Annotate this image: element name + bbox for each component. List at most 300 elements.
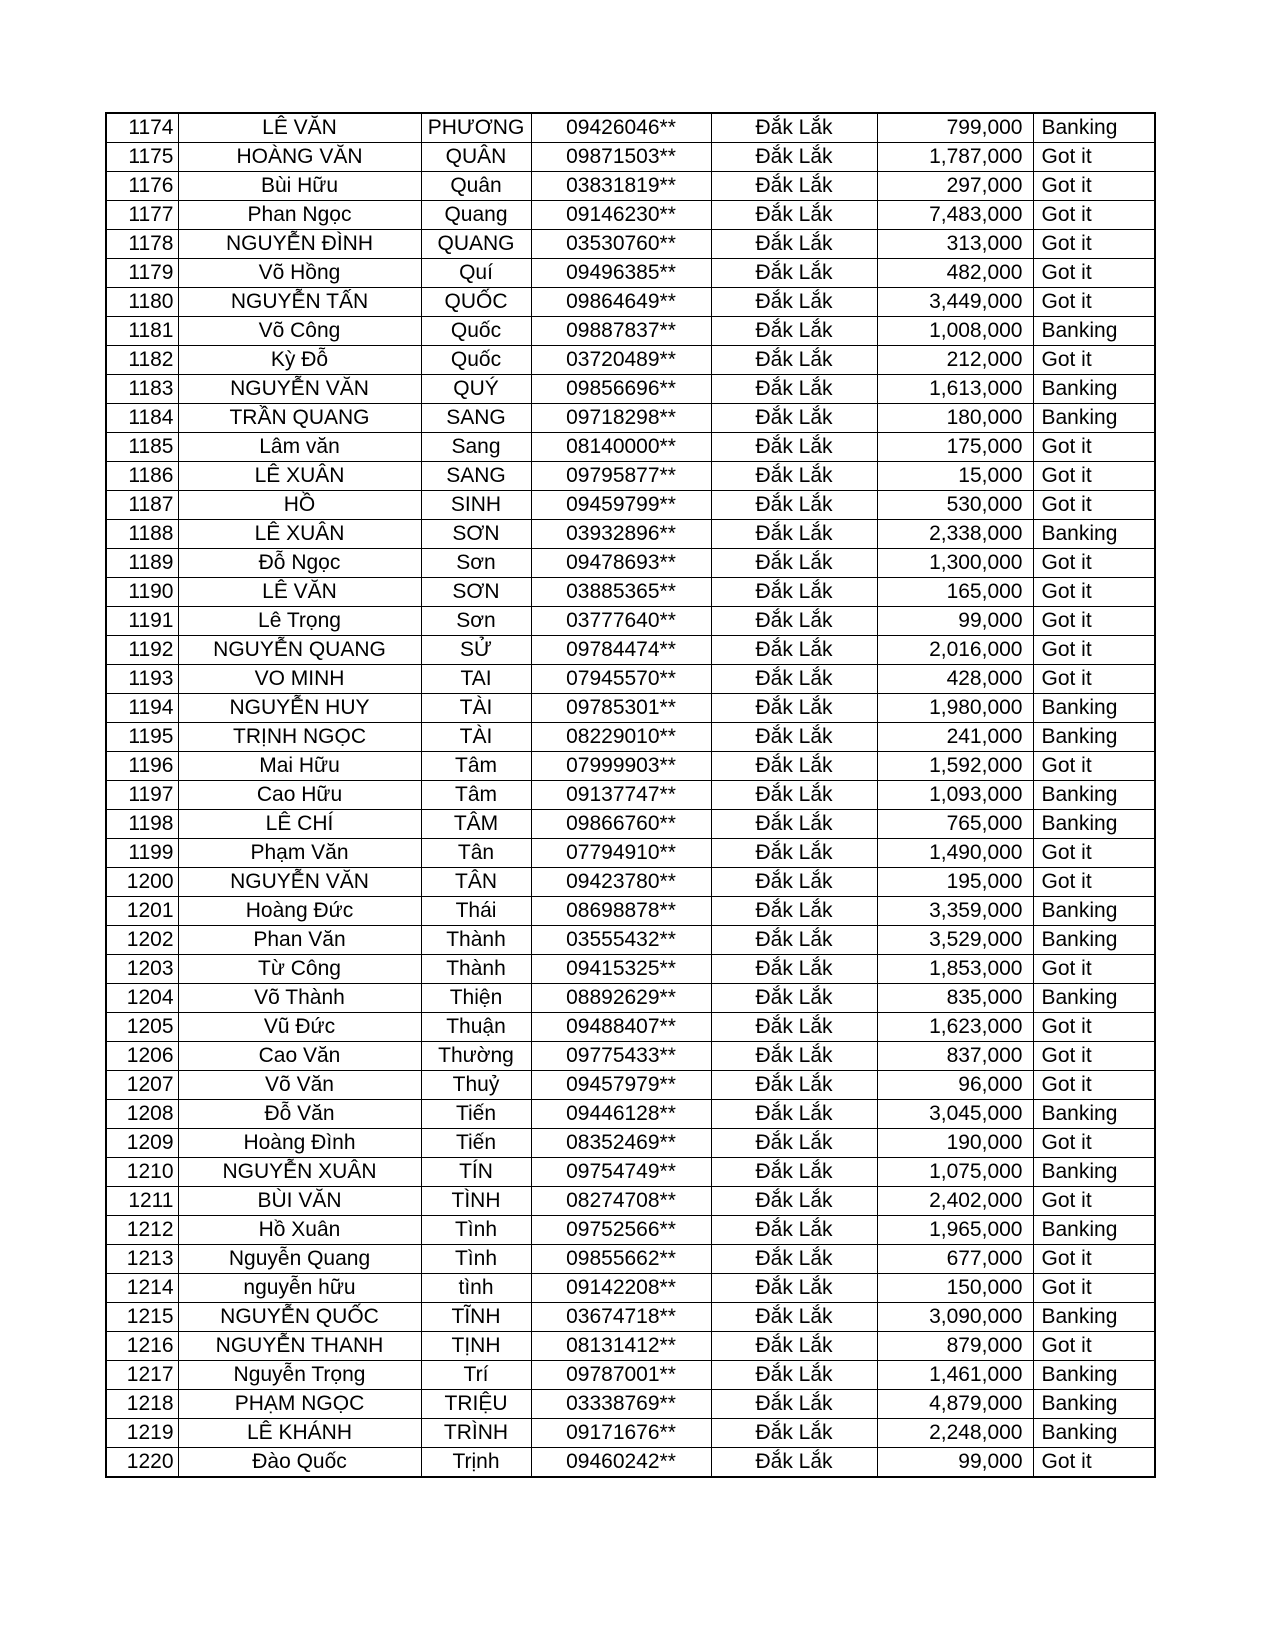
payment-method-cell: Got it: [1033, 578, 1155, 607]
phone-cell: 08352469**: [531, 1129, 711, 1158]
given-name-cell: Thái: [421, 897, 531, 926]
surname-cell: NGUYỄN ĐÌNH: [178, 230, 421, 259]
amount-cell: 837,000: [877, 1042, 1033, 1071]
province-cell: Đắk Lắk: [711, 1071, 877, 1100]
given-name-cell: Quốc: [421, 346, 531, 375]
row-number: 1196: [106, 752, 178, 781]
province-cell: Đắk Lắk: [711, 665, 877, 694]
row-number: 1176: [106, 172, 178, 201]
table-row: [106, 839, 1155, 868]
payment-method-cell: Got it: [1033, 1013, 1155, 1042]
table-row: [106, 549, 1155, 578]
row-number: 1194: [106, 694, 178, 723]
row-number: 1189: [106, 549, 178, 578]
province-cell: Đắk Lắk: [711, 636, 877, 665]
surname-cell: TRẦN QUANG: [178, 404, 421, 433]
given-name-cell: TÂM: [421, 810, 531, 839]
row-number: 1184: [106, 404, 178, 433]
table-row: [106, 1158, 1155, 1187]
province-cell: Đắk Lắk: [711, 781, 877, 810]
payment-method-cell: Got it: [1033, 143, 1155, 172]
amount-cell: 2,338,000: [877, 520, 1033, 549]
given-name-cell: Sơn: [421, 549, 531, 578]
row-number: 1220: [106, 1448, 178, 1478]
table-row: [106, 955, 1155, 984]
phone-cell: 08698878**: [531, 897, 711, 926]
phone-cell: 09415325**: [531, 955, 711, 984]
phone-cell: 09787001**: [531, 1361, 711, 1390]
surname-cell: Đào Quốc: [178, 1448, 421, 1478]
table-row: [106, 1013, 1155, 1042]
given-name-cell: PHƯƠNG: [421, 113, 531, 143]
given-name-cell: SƠN: [421, 578, 531, 607]
payment-method-cell: Got it: [1033, 1071, 1155, 1100]
table-row: [106, 897, 1155, 926]
phone-cell: 09754749**: [531, 1158, 711, 1187]
surname-cell: Từ Công: [178, 955, 421, 984]
amount-cell: 150,000: [877, 1274, 1033, 1303]
phone-cell: 07999903**: [531, 752, 711, 781]
phone-cell: 08892629**: [531, 984, 711, 1013]
amount-cell: 195,000: [877, 868, 1033, 897]
given-name-cell: Thuỷ: [421, 1071, 531, 1100]
surname-cell: Đỗ Văn: [178, 1100, 421, 1129]
payment-method-cell: Got it: [1033, 172, 1155, 201]
row-number: 1195: [106, 723, 178, 752]
given-name-cell: Tâm: [421, 781, 531, 810]
surname-cell: LÊ VĂN: [178, 113, 421, 143]
amount-cell: 180,000: [877, 404, 1033, 433]
row-number: 1213: [106, 1245, 178, 1274]
row-number: 1188: [106, 520, 178, 549]
payment-method-cell: Banking: [1033, 1216, 1155, 1245]
phone-cell: 09478693**: [531, 549, 711, 578]
province-cell: Đắk Lắk: [711, 462, 877, 491]
given-name-cell: TÌNH: [421, 1187, 531, 1216]
phone-cell: 03885365**: [531, 578, 711, 607]
table-row: [106, 636, 1155, 665]
phone-cell: 03555432**: [531, 926, 711, 955]
table-row: [106, 1042, 1155, 1071]
row-number: 1211: [106, 1187, 178, 1216]
table-row: [106, 1274, 1155, 1303]
phone-cell: 03674718**: [531, 1303, 711, 1332]
province-cell: Đắk Lắk: [711, 723, 877, 752]
table-row: [106, 1216, 1155, 1245]
province-cell: Đắk Lắk: [711, 1187, 877, 1216]
given-name-cell: SINH: [421, 491, 531, 520]
payment-method-cell: Got it: [1033, 1274, 1155, 1303]
table-row: [106, 520, 1155, 549]
amount-cell: 15,000: [877, 462, 1033, 491]
row-number: 1183: [106, 375, 178, 404]
amount-cell: 2,016,000: [877, 636, 1033, 665]
surname-cell: Hoàng Đình: [178, 1129, 421, 1158]
province-cell: Đắk Lắk: [711, 1216, 877, 1245]
phone-cell: 08229010**: [531, 723, 711, 752]
amount-cell: 99,000: [877, 607, 1033, 636]
payment-method-cell: Banking: [1033, 375, 1155, 404]
payment-method-cell: Got it: [1033, 491, 1155, 520]
surname-cell: Lâm văn: [178, 433, 421, 462]
payment-method-cell: Got it: [1033, 1187, 1155, 1216]
given-name-cell: Quí: [421, 259, 531, 288]
amount-cell: 3,449,000: [877, 288, 1033, 317]
given-name-cell: Tân: [421, 839, 531, 868]
surname-cell: Phan Ngọc: [178, 201, 421, 230]
surname-cell: TRỊNH NGỌC: [178, 723, 421, 752]
amount-cell: 1,623,000: [877, 1013, 1033, 1042]
table-row: [106, 1303, 1155, 1332]
table-row: [106, 230, 1155, 259]
payment-method-cell: Banking: [1033, 1303, 1155, 1332]
payment-method-cell: Banking: [1033, 781, 1155, 810]
amount-cell: 241,000: [877, 723, 1033, 752]
row-number: 1177: [106, 201, 178, 230]
payment-method-cell: Banking: [1033, 1158, 1155, 1187]
province-cell: Đắk Lắk: [711, 259, 877, 288]
amount-cell: 96,000: [877, 1071, 1033, 1100]
phone-cell: 07794910**: [531, 839, 711, 868]
province-cell: Đắk Lắk: [711, 839, 877, 868]
surname-cell: LÊ XUÂN: [178, 520, 421, 549]
phone-cell: 03777640**: [531, 607, 711, 636]
table-row: [106, 1361, 1155, 1390]
given-name-cell: Tiến: [421, 1100, 531, 1129]
surname-cell: Vũ Đức: [178, 1013, 421, 1042]
row-number: 1214: [106, 1274, 178, 1303]
province-cell: Đắk Lắk: [711, 317, 877, 346]
amount-cell: 1,787,000: [877, 143, 1033, 172]
surname-cell: HỒ: [178, 491, 421, 520]
phone-cell: 08140000**: [531, 433, 711, 462]
payment-method-cell: Got it: [1033, 955, 1155, 984]
payment-method-cell: Got it: [1033, 433, 1155, 462]
phone-cell: 09142208**: [531, 1274, 711, 1303]
phone-cell: 09718298**: [531, 404, 711, 433]
province-cell: Đắk Lắk: [711, 868, 877, 897]
row-number: 1191: [106, 607, 178, 636]
surname-cell: NGUYỄN HUY: [178, 694, 421, 723]
province-cell: Đắk Lắk: [711, 375, 877, 404]
phone-cell: 09856696**: [531, 375, 711, 404]
payout-table: [105, 112, 1156, 1478]
table-row: [106, 1448, 1155, 1478]
row-number: 1185: [106, 433, 178, 462]
amount-cell: 7,483,000: [877, 201, 1033, 230]
surname-cell: Phan Văn: [178, 926, 421, 955]
given-name-cell: Tình: [421, 1245, 531, 1274]
province-cell: Đắk Lắk: [711, 230, 877, 259]
given-name-cell: tình: [421, 1274, 531, 1303]
table-row: [106, 810, 1155, 839]
given-name-cell: Thành: [421, 926, 531, 955]
province-cell: Đắk Lắk: [711, 201, 877, 230]
given-name-cell: TỊNH: [421, 1332, 531, 1361]
province-cell: Đắk Lắk: [711, 955, 877, 984]
row-number: 1175: [106, 143, 178, 172]
surname-cell: Võ Văn: [178, 1071, 421, 1100]
payment-method-cell: Got it: [1033, 868, 1155, 897]
row-number: 1179: [106, 259, 178, 288]
given-name-cell: SANG: [421, 462, 531, 491]
table-row: [106, 984, 1155, 1013]
phone-cell: 09171676**: [531, 1419, 711, 1448]
given-name-cell: Tiến: [421, 1129, 531, 1158]
given-name-cell: Sang: [421, 433, 531, 462]
phone-cell: 03530760**: [531, 230, 711, 259]
table-row: [106, 1332, 1155, 1361]
payment-method-cell: Banking: [1033, 520, 1155, 549]
province-cell: Đắk Lắk: [711, 897, 877, 926]
province-cell: Đắk Lắk: [711, 520, 877, 549]
amount-cell: 1,461,000: [877, 1361, 1033, 1390]
surname-cell: NGUYỄN VĂN: [178, 375, 421, 404]
phone-cell: 09460242**: [531, 1448, 711, 1478]
province-cell: Đắk Lắk: [711, 1042, 877, 1071]
row-number: 1199: [106, 839, 178, 868]
given-name-cell: Thiện: [421, 984, 531, 1013]
phone-cell: 08274708**: [531, 1187, 711, 1216]
row-number: 1215: [106, 1303, 178, 1332]
surname-cell: LÊ XUÂN: [178, 462, 421, 491]
row-number: 1202: [106, 926, 178, 955]
surname-cell: NGUYỄN THANH: [178, 1332, 421, 1361]
table-row: [106, 317, 1155, 346]
phone-cell: 09795877**: [531, 462, 711, 491]
row-number: 1208: [106, 1100, 178, 1129]
given-name-cell: SANG: [421, 404, 531, 433]
payment-method-cell: Banking: [1033, 113, 1155, 143]
payment-method-cell: Got it: [1033, 462, 1155, 491]
given-name-cell: Tình: [421, 1216, 531, 1245]
province-cell: Đắk Lắk: [711, 1274, 877, 1303]
province-cell: Đắk Lắk: [711, 1419, 877, 1448]
phone-cell: 08131412**: [531, 1332, 711, 1361]
given-name-cell: TAI: [421, 665, 531, 694]
payment-method-cell: Got it: [1033, 549, 1155, 578]
payment-method-cell: Banking: [1033, 1361, 1155, 1390]
payment-method-cell: Banking: [1033, 897, 1155, 926]
row-number: 1204: [106, 984, 178, 1013]
surname-cell: nguyễn hữu: [178, 1274, 421, 1303]
province-cell: Đắk Lắk: [711, 1303, 877, 1332]
payment-method-cell: Got it: [1033, 1129, 1155, 1158]
amount-cell: 3,045,000: [877, 1100, 1033, 1129]
table-row: [106, 491, 1155, 520]
table-row: [106, 1187, 1155, 1216]
province-cell: Đắk Lắk: [711, 1361, 877, 1390]
table-row: [106, 752, 1155, 781]
given-name-cell: Thường: [421, 1042, 531, 1071]
table-row: [106, 404, 1155, 433]
row-number: 1182: [106, 346, 178, 375]
row-number: 1207: [106, 1071, 178, 1100]
payment-method-cell: Banking: [1033, 1419, 1155, 1448]
payment-method-cell: Banking: [1033, 404, 1155, 433]
amount-cell: 1,093,000: [877, 781, 1033, 810]
phone-cell: 09423780**: [531, 868, 711, 897]
given-name-cell: Sơn: [421, 607, 531, 636]
row-number: 1180: [106, 288, 178, 317]
payment-method-cell: Banking: [1033, 1100, 1155, 1129]
table-row: [106, 926, 1155, 955]
table-row: [106, 433, 1155, 462]
given-name-cell: QUỐC: [421, 288, 531, 317]
row-number: 1198: [106, 810, 178, 839]
payment-method-cell: Got it: [1033, 288, 1155, 317]
province-cell: Đắk Lắk: [711, 578, 877, 607]
phone-cell: 09459799**: [531, 491, 711, 520]
amount-cell: 297,000: [877, 172, 1033, 201]
amount-cell: 1,075,000: [877, 1158, 1033, 1187]
amount-cell: 482,000: [877, 259, 1033, 288]
row-number: 1203: [106, 955, 178, 984]
payment-method-cell: Banking: [1033, 317, 1155, 346]
phone-cell: 09866760**: [531, 810, 711, 839]
row-number: 1217: [106, 1361, 178, 1390]
phone-cell: 09457979**: [531, 1071, 711, 1100]
payment-method-cell: Got it: [1033, 665, 1155, 694]
surname-cell: Võ Công: [178, 317, 421, 346]
given-name-cell: QUÝ: [421, 375, 531, 404]
table-row: [106, 462, 1155, 491]
amount-cell: 4,879,000: [877, 1390, 1033, 1419]
amount-cell: 190,000: [877, 1129, 1033, 1158]
payment-method-cell: Got it: [1033, 230, 1155, 259]
phone-cell: 03831819**: [531, 172, 711, 201]
amount-cell: 1,008,000: [877, 317, 1033, 346]
province-cell: Đắk Lắk: [711, 752, 877, 781]
given-name-cell: QUÂN: [421, 143, 531, 172]
surname-cell: HOÀNG VĂN: [178, 143, 421, 172]
province-cell: Đắk Lắk: [711, 1100, 877, 1129]
phone-cell: 09855662**: [531, 1245, 711, 1274]
row-number: 1212: [106, 1216, 178, 1245]
phone-cell: 09146230**: [531, 201, 711, 230]
province-cell: Đắk Lắk: [711, 404, 877, 433]
amount-cell: 1,300,000: [877, 549, 1033, 578]
province-cell: Đắk Lắk: [711, 607, 877, 636]
phone-cell: 09784474**: [531, 636, 711, 665]
surname-cell: NGUYỄN QUỐC: [178, 1303, 421, 1332]
province-cell: Đắk Lắk: [711, 694, 877, 723]
row-number: 1201: [106, 897, 178, 926]
amount-cell: 428,000: [877, 665, 1033, 694]
province-cell: Đắk Lắk: [711, 1245, 877, 1274]
surname-cell: PHẠM NGỌC: [178, 1390, 421, 1419]
table-row: [106, 1245, 1155, 1274]
amount-cell: 313,000: [877, 230, 1033, 259]
row-number: 1197: [106, 781, 178, 810]
table-row: [106, 607, 1155, 636]
payment-method-cell: Got it: [1033, 346, 1155, 375]
province-cell: Đắk Lắk: [711, 172, 877, 201]
phone-cell: 09775433**: [531, 1042, 711, 1071]
amount-cell: 765,000: [877, 810, 1033, 839]
row-number: 1181: [106, 317, 178, 346]
row-number: 1200: [106, 868, 178, 897]
province-cell: Đắk Lắk: [711, 810, 877, 839]
surname-cell: Hồ Xuân: [178, 1216, 421, 1245]
province-cell: Đắk Lắk: [711, 288, 877, 317]
province-cell: Đắk Lắk: [711, 491, 877, 520]
payment-method-cell: Banking: [1033, 1390, 1155, 1419]
province-cell: Đắk Lắk: [711, 926, 877, 955]
amount-cell: 1,980,000: [877, 694, 1033, 723]
surname-cell: BÙI VĂN: [178, 1187, 421, 1216]
payment-method-cell: Banking: [1033, 694, 1155, 723]
province-cell: Đắk Lắk: [711, 346, 877, 375]
amount-cell: 530,000: [877, 491, 1033, 520]
row-number: 1178: [106, 230, 178, 259]
surname-cell: NGUYỄN VĂN: [178, 868, 421, 897]
row-number: 1205: [106, 1013, 178, 1042]
amount-cell: 1,592,000: [877, 752, 1033, 781]
amount-cell: 1,613,000: [877, 375, 1033, 404]
row-number: 1192: [106, 636, 178, 665]
surname-cell: Hoàng Đức: [178, 897, 421, 926]
phone-cell: 09426046**: [531, 113, 711, 143]
row-number: 1219: [106, 1419, 178, 1448]
province-cell: Đắk Lắk: [711, 984, 877, 1013]
phone-cell: 09887837**: [531, 317, 711, 346]
payment-method-cell: Got it: [1033, 636, 1155, 665]
amount-cell: 3,529,000: [877, 926, 1033, 955]
surname-cell: Võ Hồng: [178, 259, 421, 288]
row-number: 1193: [106, 665, 178, 694]
given-name-cell: QUANG: [421, 230, 531, 259]
province-cell: Đắk Lắk: [711, 1013, 877, 1042]
payment-method-cell: Got it: [1033, 607, 1155, 636]
amount-cell: 2,402,000: [877, 1187, 1033, 1216]
province-cell: Đắk Lắk: [711, 433, 877, 462]
table-row: [106, 868, 1155, 897]
table-row: [106, 1071, 1155, 1100]
table-row: [106, 113, 1155, 143]
table-row: [106, 781, 1155, 810]
surname-cell: Kỳ Đỗ: [178, 346, 421, 375]
payment-method-cell: Got it: [1033, 1042, 1155, 1071]
surname-cell: LÊ VĂN: [178, 578, 421, 607]
payment-method-cell: Banking: [1033, 984, 1155, 1013]
phone-cell: 03932896**: [531, 520, 711, 549]
given-name-cell: TĨNH: [421, 1303, 531, 1332]
given-name-cell: TÀI: [421, 723, 531, 752]
amount-cell: 1,853,000: [877, 955, 1033, 984]
row-number: 1190: [106, 578, 178, 607]
given-name-cell: Quốc: [421, 317, 531, 346]
payment-method-cell: Got it: [1033, 1245, 1155, 1274]
payment-method-cell: Got it: [1033, 1332, 1155, 1361]
given-name-cell: SỬ: [421, 636, 531, 665]
amount-cell: 835,000: [877, 984, 1033, 1013]
phone-cell: 07945570**: [531, 665, 711, 694]
given-name-cell: TRÌNH: [421, 1419, 531, 1448]
surname-cell: Cao Hữu: [178, 781, 421, 810]
payment-method-cell: Got it: [1033, 201, 1155, 230]
phone-cell: 09785301**: [531, 694, 711, 723]
surname-cell: Nguyễn Quang: [178, 1245, 421, 1274]
surname-cell: Đỗ Ngọc: [178, 549, 421, 578]
province-cell: Đắk Lắk: [711, 143, 877, 172]
surname-cell: Phạm Văn: [178, 839, 421, 868]
payment-method-cell: Banking: [1033, 926, 1155, 955]
table-row: [106, 723, 1155, 752]
amount-cell: 212,000: [877, 346, 1033, 375]
phone-cell: 09446128**: [531, 1100, 711, 1129]
surname-cell: LÊ KHÁNH: [178, 1419, 421, 1448]
